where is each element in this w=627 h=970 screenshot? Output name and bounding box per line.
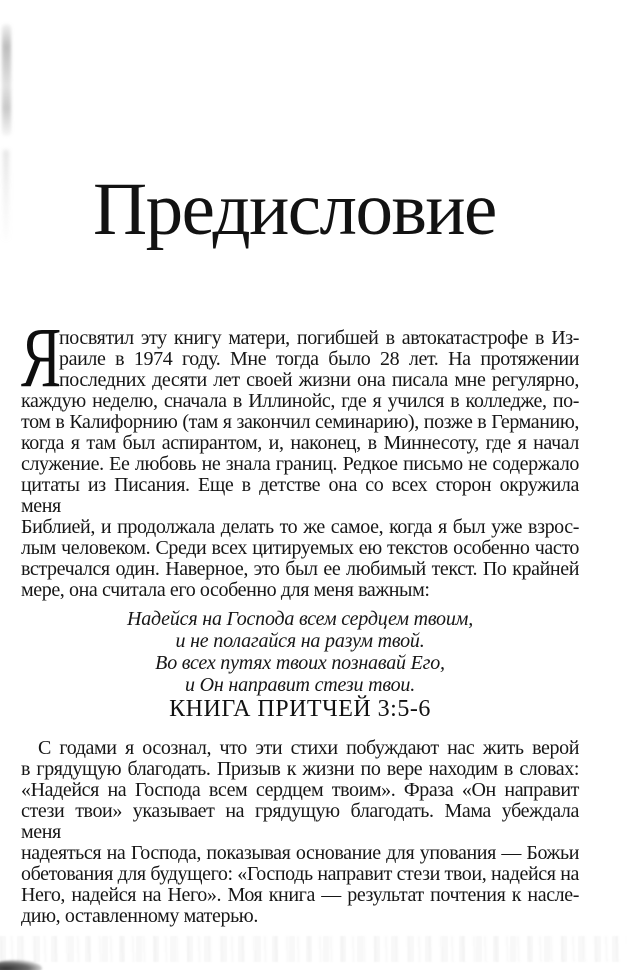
paragraph-second — [21, 738, 579, 927]
text-line: С годами я осознал, что эти стихи побуждают нас жить верой — [38, 737, 579, 759]
text-line: служение. Ее любовь не знала границ. Редкое письмо не содержало — [21, 453, 579, 475]
text-line: Библией, и продолжала делать то же самое, когда я был уже взрос- — [21, 516, 579, 538]
text-line: Него, надейся на Него». Моя книга — результат почтения к насле- — [21, 884, 579, 906]
text-line: раиле в 1974 году. Мне тогда было 28 лет. На протяжении — [59, 348, 579, 370]
text-line: лым человеком. Среди всех цитируемых ею текстов особенно часто — [21, 537, 579, 559]
paragraph-second-lines — [21, 738, 579, 927]
text-line: надеяться на Господа, показывая основание для упования — Божьи — [21, 842, 579, 864]
page-title: Предисловие — [93, 168, 496, 251]
text-line: и Он направит стези твои. — [184, 674, 415, 696]
text-line: встречался один. Наверное, это был ее любимый текст. По крайней — [21, 558, 579, 580]
text-line: и не полагайся на разум твой. — [175, 630, 425, 652]
text-line: обетования для будущего: «Господь направит стези твои, надейся на — [21, 863, 579, 885]
scripture-reference: КНИГА ПРИТЧЕЙ 3:5-6 — [169, 696, 431, 722]
text-line: посвятил эту книгу матери, погибшей в автокатастрофе в Из- — [59, 327, 579, 349]
text-line: том в Калифорнию (там я закончил семинарию), позже в Германию, — [21, 411, 579, 433]
text-line: цитаты из Писания. Еще в детстве она со всех сторон окружила меня — [21, 474, 579, 517]
text-line: каждую неделю, сначала в Иллинойс, где я учился в колледже, по- — [21, 390, 579, 412]
paragraph-first — [21, 309, 579, 601]
scripture-quote-lines — [21, 608, 579, 696]
scan-artifact-bottom-noise — [0, 936, 627, 962]
scripture-quote — [21, 608, 579, 696]
text-line: Надейся на Господа всем сердцем твоим, — [126, 608, 474, 630]
text-line: Во всех путях твоих познавай Его, — [155, 652, 445, 674]
text-line: «Надейся на Господа всем сердцем твоим». Фраза «Он направит — [21, 779, 579, 801]
text-line: когда я там был аспирантом, и, наконец, в Миннесоту, где я начал — [21, 432, 579, 454]
dropcap: Я — [21, 309, 61, 405]
text-line: стези твои» указывает на грядущую благодать. Мама убеждала меня — [21, 800, 579, 843]
scan-artifact-left-streak-faint — [3, 150, 9, 240]
text-line: дию, оставленному матерью. — [21, 905, 258, 927]
text-line: в грядущую благодать. Призыв к жизни по вере находим в словах: — [21, 758, 579, 780]
scan-artifact-left-streak — [2, 24, 11, 136]
text-line: последних десяти лет своей жизни она писала мне регулярно, — [59, 369, 579, 391]
paragraph-first-lines — [21, 309, 579, 601]
text-line: мере, она считала его особенно для меня важным: — [21, 579, 430, 601]
